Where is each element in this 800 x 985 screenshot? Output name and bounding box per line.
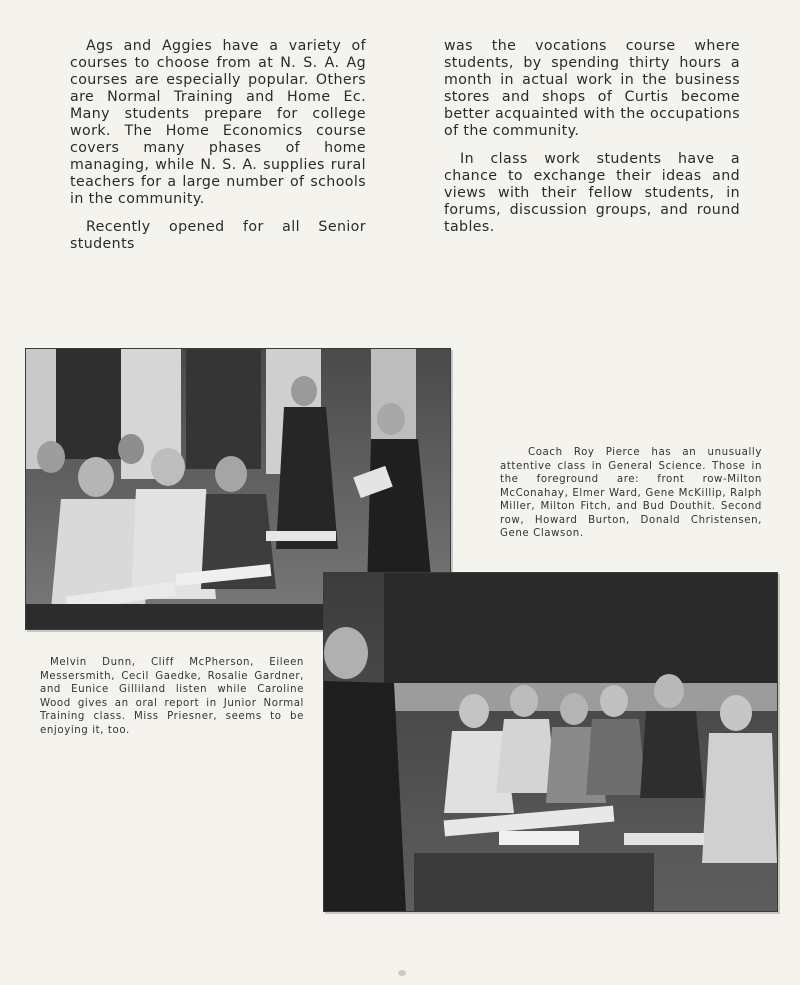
photo-general-science-image bbox=[324, 573, 777, 911]
body-text-left-column bbox=[70, 38, 366, 264]
paragraph-vocations-start: Recently opened for all Senior students bbox=[70, 219, 366, 252]
paragraph-vocations-end: was the vocations course where students, by spending thirty hours a month in actual work in the business stores and shops of Curtis become better acquainted with the occupations of the community. bbox=[444, 38, 740, 139]
paragraph-class-work: In class work students have a chance to exchange their ideas and views with their fellow students, in forums, discussion groups, and round tables. bbox=[444, 151, 740, 235]
paper-blemish bbox=[398, 970, 406, 976]
paragraph-courses: Ags and Aggies have a variety of courses to choose from at N. S. A. Ag courses are especially popular. Others are Normal Training and Home Ec. Many students prepare for college work. The Home Economics course covers many phases of home managing, while N. S. A. supplies rural teachers for a large number of schools in the community. bbox=[70, 38, 366, 207]
body-text-right-column bbox=[444, 38, 740, 247]
caption-normal-training: Melvin Dunn, Cliff McPherson, Eileen Messersmith, Cecil Gaedke, Rosalie Gardner, and Eunice Gilliland listen while Caroline Wood gives an oral report in Junior Normal Training class. Miss Priesner, seems to be enjoying it, too. bbox=[40, 657, 304, 736]
caption-general-science: Coach Roy Pierce has an unusually attentive class in General Science. Those in the foreground are: front row-Milton McConahay, Elmer Ward, Gene McKillip, Ralph Miller, Milton Fitch, and Bud Douthit. Second row, Howard Burton, Donald Christensen, Gene Clawson. bbox=[500, 447, 762, 539]
photo-general-science-class bbox=[323, 572, 778, 912]
